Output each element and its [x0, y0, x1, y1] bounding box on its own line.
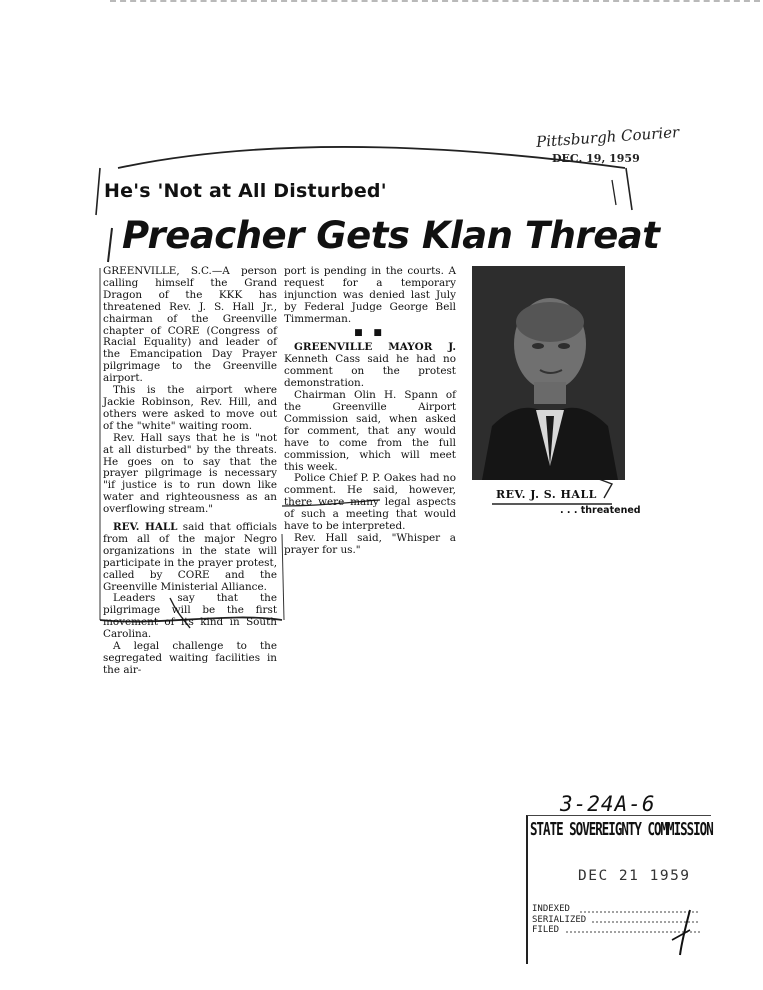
col2-lead-in: GREENVILLE MAYOR J.: [294, 341, 456, 354]
handwritten-file-number: 3-24A-6: [560, 792, 656, 816]
handwritten-date-note: DEC. 19, 1959: [552, 152, 640, 165]
col2-paragraph: Police Chief P. P. Oakes had no comment. He said, however, there were many legal aspects of such a meeting that would have to be interpreted.: [284, 472, 456, 533]
handwritten-source-note: Pittsburgh Courier: [535, 123, 680, 151]
top-dashed-border: [110, 0, 760, 6]
article-column-1: [103, 266, 277, 677]
article-headline: Preacher Gets Klan Threat: [122, 214, 660, 257]
portrait-illustration: [472, 266, 625, 480]
photo-caption-subtitle: . . . threatened: [560, 505, 641, 516]
col1-paragraph: Rev. Hall says that he is "not at all disturbed" by the threats. He goes on to say that the prayer pilgrimage is necessary "if justice is to run down like water and righteousness as an overflowing stream.": [103, 431, 277, 516]
stamp-title: STATE SOVEREIGNTY COMMISSION: [530, 818, 713, 839]
photo-caption-name: REV. J. S. HALL: [496, 488, 597, 501]
col2-paragraph: Chairman Olin H. Spann of the Greenville Airport Commission said, when asked for comment, that any would have to come from the full commission, which will meet this week.: [284, 389, 456, 473]
stamp-date: DEC 21 1959: [578, 868, 691, 884]
section-separator: ■ ■: [354, 327, 386, 338]
col2-paragraph: [284, 342, 456, 390]
portrait-photo: [472, 266, 625, 480]
col1-paragraph: This is the airport where Jackie Robinson, Rev. Hill, and others were asked to move out of the "white" waiting room.: [103, 384, 277, 432]
stamp-line-serialized: SERIALIZED: [532, 914, 587, 925]
stamp-line-filed: FILED: [532, 925, 560, 935]
col1-paragraph: GREENVILLE, S.C.—A person calling himself the Grand Dragon of the KKK has threatened Rev. J. S. Hall Jr., chairman of the Greenville chapter of CORE (Congress of Racial Equality) and leader of the Emancipation Day Prayer pilgrimage to the Greenville airport.: [103, 265, 277, 385]
article-column-2: [284, 266, 456, 557]
col2-paragraph: Rev. Hall said, "Whisper a prayer for us.": [284, 531, 456, 556]
col1-paragraph: A legal challenge to the segregated waiting facilities in the air-: [103, 640, 277, 676]
article-kicker: He's 'Not at All Disturbed': [104, 180, 387, 202]
stamp-status-lines: [532, 904, 586, 936]
col1-paragraph: [103, 522, 277, 593]
col1-paragraph-text: said that officials from all of the major Negro organizations in the state will participate in the prayer protest, called by CORE and the Greenville Ministerial Alliance.: [103, 521, 277, 593]
stamp-line-indexed: INDEXED: [532, 904, 570, 914]
col2-paragraph-text: Kenneth Cass said he had no comment on the protest demonstration.: [284, 353, 456, 390]
col2-paragraph: port is pending in the courts. A request for a temporary injunction was denied last July by Federal Judge George Bell Timmerman.: [284, 265, 456, 325]
col1-paragraph: Leaders say that the pilgrimage will be the first movement of its kind in South Carolina.: [103, 592, 277, 641]
col1-lead-in: REV. HALL: [113, 521, 178, 534]
